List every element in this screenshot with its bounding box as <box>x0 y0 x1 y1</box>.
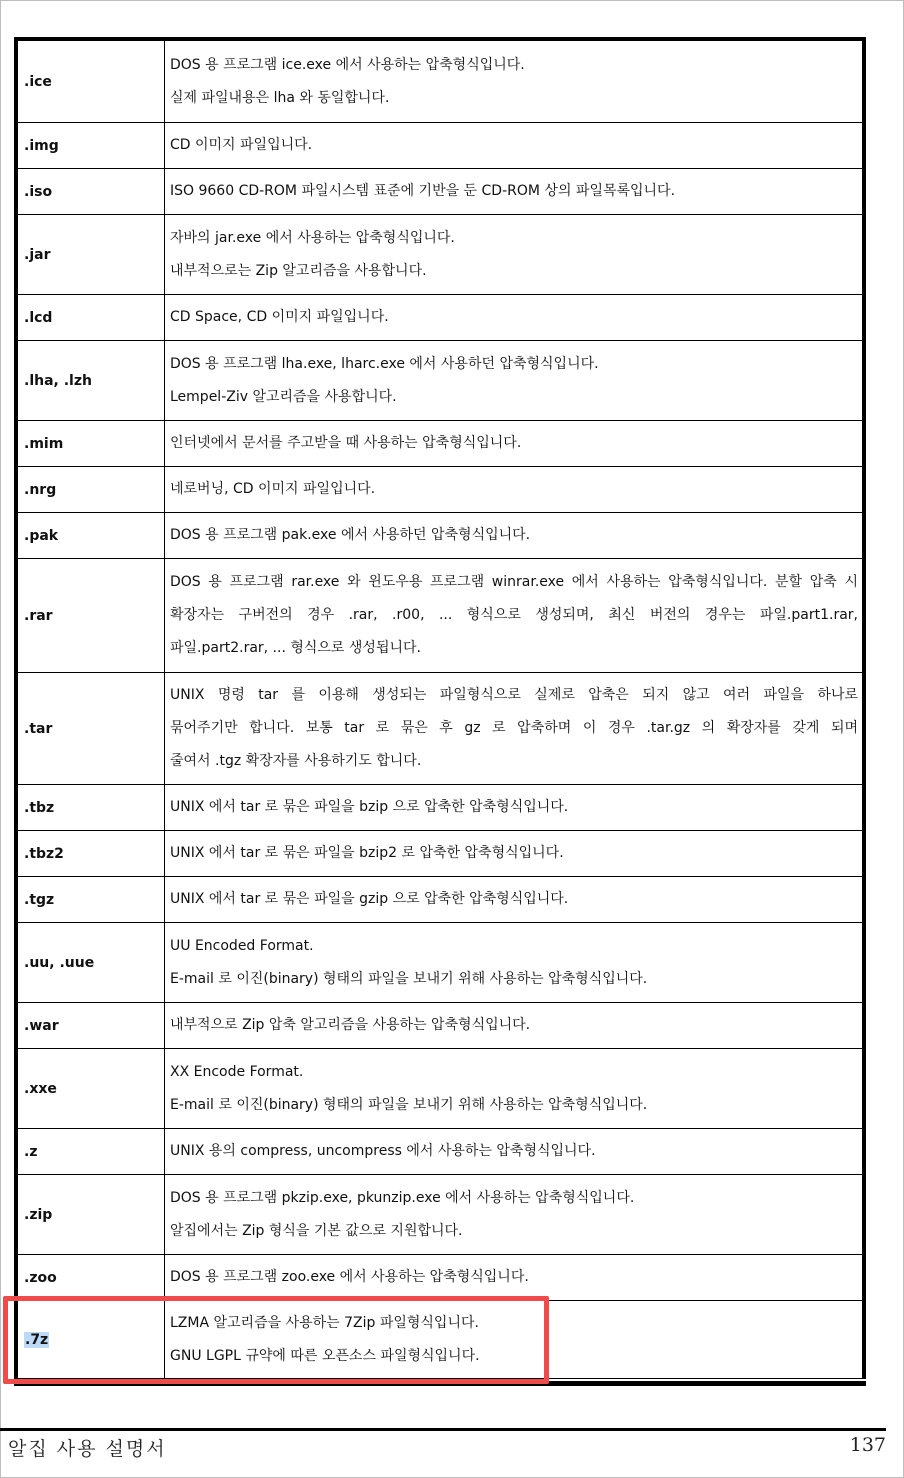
description-line: 줄여서 .tgz 확장자를 사용하기도 합니다. <box>170 753 422 769</box>
table-row <box>18 467 863 513</box>
description-cell <box>165 1049 863 1129</box>
extension-cell <box>18 41 165 123</box>
extension-label: .war <box>24 1017 59 1034</box>
description-line: 알집에서는 Zip 형식을 기본 값으로 지원합니다. <box>170 1222 463 1239</box>
description-line: GNU LGPL 규약에 따른 오픈소스 파일형식입니다. <box>170 1347 480 1364</box>
description-line: 확장자는 구버전의 경우 .rar, .r00, ... 형식으로 생성되며, 최신 버전의 경우는 파일.part1.rar, <box>170 607 858 623</box>
description-cell <box>165 1129 863 1175</box>
description-cell <box>165 559 863 673</box>
extension-table <box>14 37 866 1379</box>
table-row <box>18 877 863 923</box>
description-line: CD Space, CD 이미지 파일입니다. <box>170 309 389 325</box>
description-line: UU Encoded Format. <box>170 937 314 954</box>
table-row <box>18 1129 863 1175</box>
extension-cell <box>18 341 165 421</box>
extension-table-body <box>18 41 863 1379</box>
extension-cell <box>18 785 165 831</box>
table-row <box>18 215 863 295</box>
description-line: DOS 용 프로그램 pak.exe 에서 사용하던 압축형식입니다. <box>170 527 531 543</box>
extension-label: .rar <box>24 607 53 624</box>
table-row <box>18 831 863 877</box>
description-cell <box>165 513 863 559</box>
description-line: DOS 용 프로그램 pkzip.exe, pkunzip.exe 에서 사용하는 압축형식입니다. <box>170 1189 635 1206</box>
description-line: ISO 9660 CD-ROM 파일시스템 표준에 기반을 둔 CD-ROM 상의 파일목록입니다. <box>170 183 676 199</box>
description-line: LZMA 알고리즘을 사용하는 7Zip 파일형식입니다. <box>170 1314 479 1331</box>
table-row <box>18 1175 863 1255</box>
footer-title: 알집 사용 설명서 <box>8 1438 167 1460</box>
extension-label: .z <box>24 1143 38 1160</box>
extension-label: .xxe <box>24 1080 57 1097</box>
table-row <box>18 1255 863 1301</box>
extension-label: .lcd <box>24 309 53 326</box>
description-cell <box>165 41 863 123</box>
description-cell <box>165 1175 863 1255</box>
extension-cell <box>18 1175 165 1255</box>
extension-cell <box>18 1129 165 1175</box>
description-line: XX Encode Format. <box>170 1063 304 1080</box>
description-cell <box>165 421 863 467</box>
table-row <box>18 1003 863 1049</box>
extension-label: .tgz <box>24 891 55 908</box>
extension-cell <box>18 123 165 169</box>
description-line: 내부적으로 Zip 압축 알고리즘을 사용하는 압축형식입니다. <box>170 1017 531 1033</box>
extension-cell <box>18 1003 165 1049</box>
extension-label: .nrg <box>24 481 57 498</box>
extension-label: .tbz <box>24 799 55 816</box>
extension-cell <box>18 215 165 295</box>
description-line: 파일.part2.rar, ... 형식으로 생성됩니다. <box>170 640 421 656</box>
description-line: DOS 용 프로그램 zoo.exe 에서 사용하는 압축형식입니다. <box>170 1269 529 1285</box>
table-row <box>18 421 863 467</box>
extension-cell <box>18 467 165 513</box>
description-line: 실제 파일내용은 lha 와 동일합니다. <box>170 89 390 106</box>
table-row <box>18 559 863 673</box>
description-cell <box>165 215 863 295</box>
description-line: 묶어주기만 합니다. 보통 tar 로 묶은 후 gz 로 압축하며 이 경우 .tar.gz 의 확장자를 갖게 되며 <box>170 720 858 736</box>
description-cell <box>165 673 863 785</box>
extension-label: .jar <box>24 246 51 263</box>
description-line: 네로버닝, CD 이미지 파일입니다. <box>170 481 376 497</box>
extension-cell <box>18 295 165 341</box>
description-line: DOS 용 프로그램 ice.exe 에서 사용하는 압축형식입니다. <box>170 56 525 73</box>
table-row <box>18 673 863 785</box>
description-line: DOS 용 프로그램 rar.exe 와 윈도우용 프로그램 winrar.exe 에서 사용하는 압축형식입니다. 분할 압축 시 <box>170 574 858 590</box>
table-row <box>18 123 863 169</box>
extension-cell <box>18 421 165 467</box>
extension-label: .img <box>24 137 59 154</box>
description-cell <box>165 1003 863 1049</box>
description-cell <box>165 295 863 341</box>
description-line: CD 이미지 파일입니다. <box>170 137 313 153</box>
table-row <box>18 785 863 831</box>
extension-label: .ice <box>24 73 52 90</box>
table-row <box>18 169 863 215</box>
page-number: 137 <box>849 1434 886 1456</box>
extension-label: .7z <box>25 1331 49 1348</box>
extension-cell <box>18 1049 165 1129</box>
description-line: Lempel-Ziv 알고리즘을 사용합니다. <box>170 388 397 405</box>
description-line: UNIX 에서 tar 로 묶은 파일을 bzip2 로 압축한 압축형식입니다. <box>170 845 564 861</box>
description-line: E-mail 로 이진(binary) 형태의 파일을 보내기 위해 사용하는 압축형식입니다. <box>170 1096 648 1113</box>
extension-label: .lha, .lzh <box>24 372 92 389</box>
extension-cell <box>18 1255 165 1301</box>
description-line: UNIX 용의 compress, uncompress 에서 사용하는 압축형식입니다. <box>170 1143 596 1159</box>
description-line: 자바의 jar.exe 에서 사용하는 압축형식입니다. <box>170 229 455 246</box>
description-cell <box>165 923 863 1003</box>
description-cell <box>165 341 863 421</box>
extension-label: .iso <box>24 183 53 200</box>
extension-cell <box>18 169 165 215</box>
table-row <box>18 923 863 1003</box>
footer-rule <box>0 1428 886 1431</box>
extension-label: .tar <box>24 720 53 737</box>
extension-label: .mim <box>24 435 64 452</box>
extension-cell <box>18 513 165 559</box>
description-line: UNIX 명령 tar 를 이용해 생성되는 파일형식으로 실제로 압축은 되지 않고 여러 파일을 하나로 <box>170 687 858 703</box>
description-line: 내부적으로는 Zip 알고리즘을 사용합니다. <box>170 262 427 279</box>
table-row <box>18 341 863 421</box>
description-cell <box>165 877 863 923</box>
description-cell <box>165 123 863 169</box>
description-line: E-mail 로 이진(binary) 형태의 파일을 보내기 위해 사용하는 압축형식입니다. <box>170 970 648 987</box>
extension-label: .zip <box>24 1206 53 1223</box>
table-row <box>18 1049 863 1129</box>
description-cell <box>165 1255 863 1301</box>
extension-cell <box>18 877 165 923</box>
description-line: 인터넷에서 문서를 주고받을 때 사용하는 압축형식입니다. <box>170 435 522 451</box>
table-row <box>18 295 863 341</box>
description-cell <box>165 169 863 215</box>
table-row <box>18 41 863 123</box>
description-cell <box>165 467 863 513</box>
extension-cell <box>18 923 165 1003</box>
extension-cell <box>18 831 165 877</box>
extension-label: .pak <box>24 527 59 544</box>
description-line: DOS 용 프로그램 lha.exe, lharc.exe 에서 사용하던 압축형식입니다. <box>170 355 599 372</box>
description-cell <box>165 785 863 831</box>
extension-cell <box>18 673 165 785</box>
extension-label: .uu, .uue <box>24 954 95 971</box>
extension-label: .tbz2 <box>24 845 64 862</box>
description-line: UNIX 에서 tar 로 묶은 파일을 bzip 으로 압축한 압축형식입니다. <box>170 799 569 815</box>
description-cell <box>165 831 863 877</box>
extension-cell <box>18 559 165 673</box>
highlight-box-7z <box>3 1296 549 1384</box>
table-row <box>18 513 863 559</box>
description-line: UNIX 에서 tar 로 묶은 파일을 gzip 으로 압축한 압축형식입니다. <box>170 891 569 907</box>
extension-label: .zoo <box>24 1269 57 1286</box>
